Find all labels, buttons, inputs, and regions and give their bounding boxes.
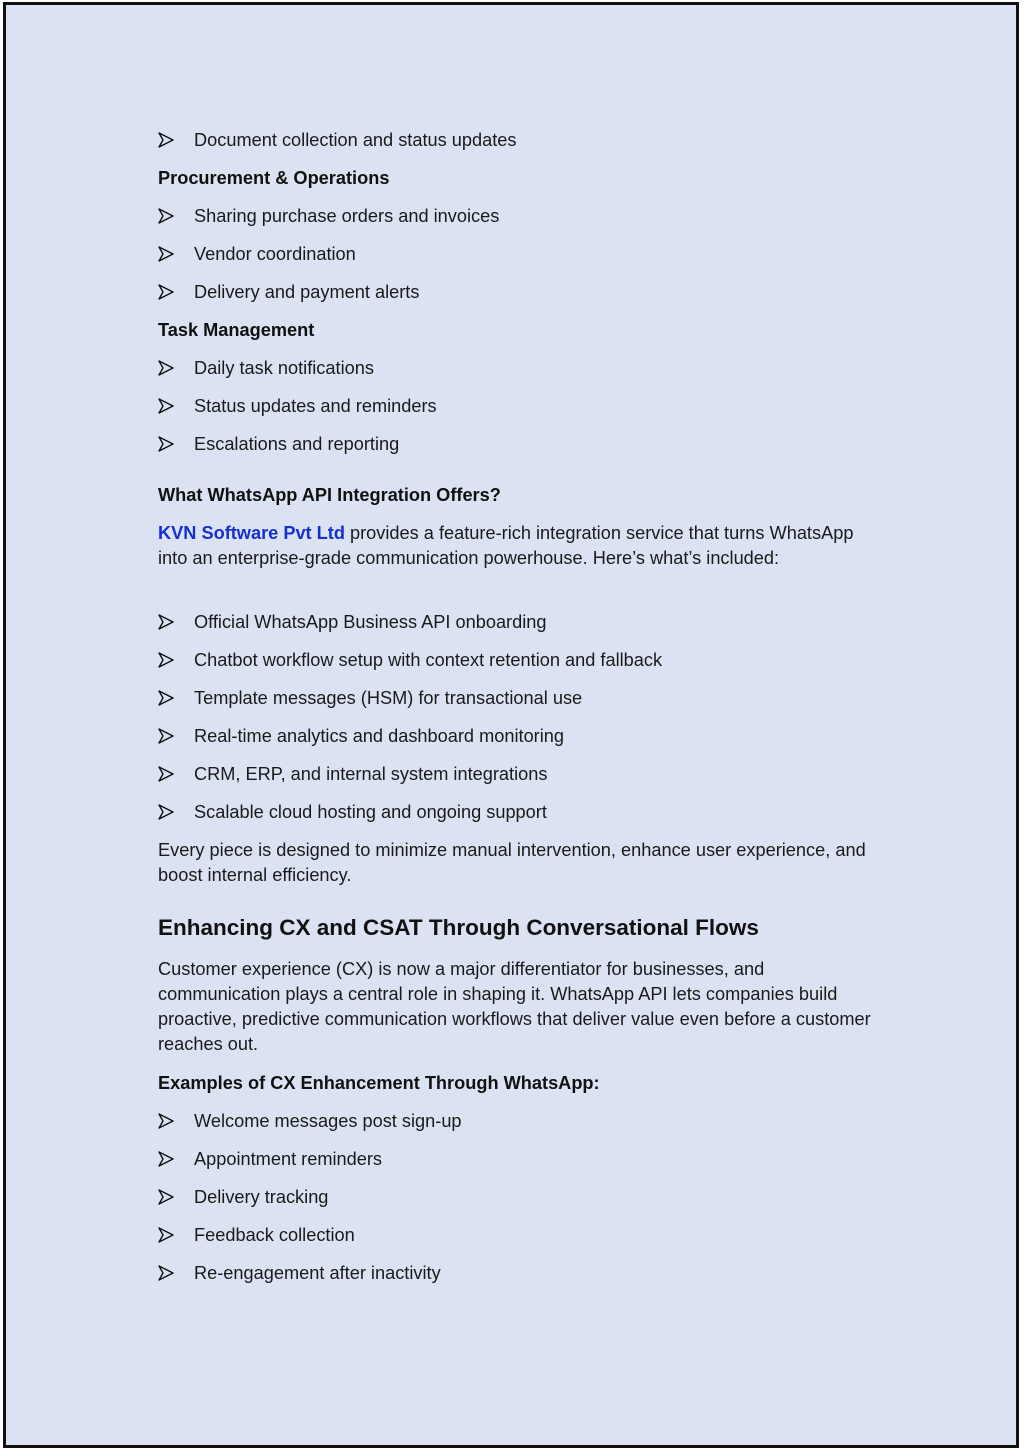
list-item-text: Delivery tracking xyxy=(194,1187,329,1207)
arrow-bullet-icon xyxy=(158,1151,174,1167)
list-item-text: Real-time analytics and dashboard monitoring xyxy=(194,726,565,746)
arrow-bullet-icon xyxy=(158,728,174,744)
list-item-text: Daily task notifications xyxy=(194,358,374,378)
list-item-text: Template messages (HSM) for transactional use xyxy=(194,688,583,708)
list-item-text: CRM, ERP, and internal system integrations xyxy=(194,764,548,784)
document-page xyxy=(3,2,1019,1448)
arrow-bullet-icon xyxy=(158,246,174,262)
list-item-text: Document collection and status updates xyxy=(194,130,517,150)
arrow-bullet-icon xyxy=(158,436,174,452)
list-item-text: Feedback collection xyxy=(194,1225,355,1245)
list-item-text: Delivery and payment alerts xyxy=(194,282,420,302)
arrow-bullet-icon xyxy=(158,1227,174,1243)
arrow-bullet-icon xyxy=(158,398,174,414)
arrow-bullet-icon xyxy=(158,804,174,820)
arrow-bullet-icon xyxy=(158,690,174,706)
list-item-text: Sharing purchase orders and invoices xyxy=(194,206,500,226)
list-item-text: Appointment reminders xyxy=(194,1149,383,1169)
arrow-bullet-icon xyxy=(158,360,174,376)
arrow-bullet-icon xyxy=(158,284,174,300)
offers-closing-paragraph: Every piece is designed to minimize manual intervention, enhance user experience, and boost internal efficiency. xyxy=(158,840,866,885)
company-link[interactable]: KVN Software Pvt Ltd xyxy=(158,523,345,543)
offers-heading: What WhatsApp API Integration Offers? xyxy=(158,485,501,505)
cx-paragraph: Customer experience (CX) is now a major differentiator for businesses, and communication plays a central role in shaping it. WhatsApp API lets companies build proactive, predictive communication workflows that deliver value even before a customer reaches out. xyxy=(158,959,871,1054)
arrow-bullet-icon xyxy=(158,1113,174,1129)
arrow-bullet-icon xyxy=(158,766,174,782)
list-item-text: Status updates and reminders xyxy=(194,396,437,416)
list-item-text: Welcome messages post sign-up xyxy=(194,1111,462,1131)
arrow-bullet-icon xyxy=(158,208,174,224)
cx-section-title: Enhancing CX and CSAT Through Conversational Flows xyxy=(158,915,759,940)
list-item-text: Vendor coordination xyxy=(194,244,356,264)
list-item-text: Scalable cloud hosting and ongoing support xyxy=(194,802,547,822)
arrow-bullet-icon xyxy=(158,132,174,148)
arrow-bullet-icon xyxy=(158,1265,174,1281)
list-item-text: Chatbot workflow setup with context retention and fallback xyxy=(194,650,663,670)
offers-intro-text: provides a feature-rich integration service that turns WhatsApp into an enterprise-grade communication powerhouse. Here’s what’s included: xyxy=(158,523,854,568)
task-management-heading: Task Management xyxy=(158,320,315,340)
arrow-bullet-icon xyxy=(158,1189,174,1205)
list-item-text: Escalations and reporting xyxy=(194,434,400,454)
offers-intro-paragraph xyxy=(158,521,878,571)
list-item-text: Re-engagement after inactivity xyxy=(194,1263,441,1283)
cx-examples-heading: Examples of CX Enhancement Through WhatsApp: xyxy=(158,1073,600,1093)
list-item-text: Official WhatsApp Business API onboarding xyxy=(194,612,547,632)
arrow-bullet-icon xyxy=(158,652,174,668)
procurement-heading: Procurement & Operations xyxy=(158,168,390,188)
arrow-bullet-icon xyxy=(158,614,174,630)
